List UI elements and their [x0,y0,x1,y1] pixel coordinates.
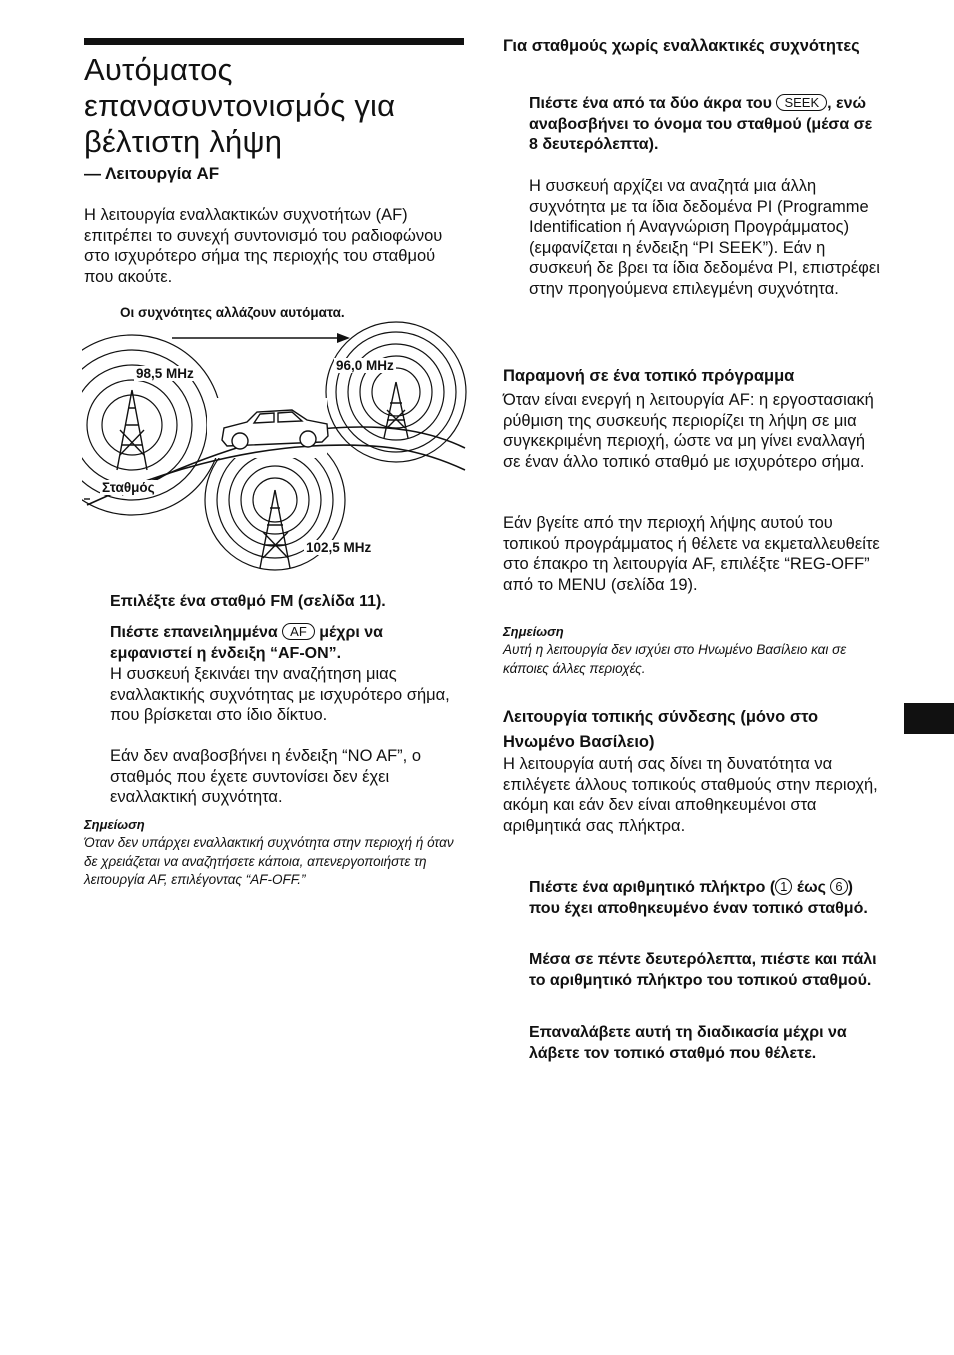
local-body: Όταν είναι ενεργή η λειτουργία AF: η εργοστασιακή ρύθμιση της συσκευής περιορίζει τη λήψη σε μια συγκεκριμένη περιοχή, ώστε να μη γίνει εναλλαγή σε έναν άλλο τοπικό σταθμό με ισχυρότερο σήμα. [503,391,874,471]
link-step-2: Μέσα σε πέντε δευτερόλεπτα, πιέστε και πάλι το αριθμητικό πλήκτρο του τοπικού σταθμού. [529,951,877,989]
left-step-2 [110,623,460,664]
link-step-1-text-b: έως [796,879,826,896]
left-step-1: Επιλέξτε ένα σταθμό FM (σελίδα 11). [110,593,386,610]
af-key: AF [282,623,315,640]
af-diagram [82,300,467,575]
no-af-step [529,94,879,156]
left-step-2-text-b: μέχρι να εμφανιστεί η ένδειξη “AF-ON”. [110,624,383,662]
freq-label-3: 102,5 MHz [306,540,372,555]
left-step-2-body: Η συσκευή ξεκινάει την αναζήτηση μιας εναλλακτικής συχνότητας με ισχυρότερο σήμα, που βρίσκεται στο ίδιο δίκτυο. [110,665,450,724]
key-6: 6 [830,878,847,895]
section-tab-marker [904,703,954,734]
left-note-heading: Σημείωση [84,817,145,832]
left-step-2-text-a: Πιέστε επανειλημμένα [110,624,278,641]
right-note-text: Αυτή η λειτουργία δεν ισχύει στο Ηνωμένο Βασίλειο και σε κάποιες άλλες περιοχές. [503,642,847,676]
page-title: Αυτόματος επανασυντονισμός για βέλτιστη λήψη [84,52,396,159]
key-1: 1 [775,878,792,895]
left-note-text: Όταν δεν υπάρχει εναλλακτική συχνότητα στην περιοχή ή όταν δε χρειάζεται να αναζητήσετε κάποια, απενεργοποιήστε τη λειτουργία AF, επιλέγοντας “AF-OFF.” [84,835,454,887]
link-step-3: Επαναλάβετε αυτή τη διαδικασία μέχρι να λάβετε τον τοπικό σταθμό που θέλετε. [529,1024,847,1062]
station-label: Σταθμός [102,480,155,495]
freq-label-1: 98,5 MHz [136,366,194,381]
left-step-2-body2: Εάν δεν αναβοσβήνει η ένδειξη “NO AF”, ο σταθμός που έχετε συντονίσει δεν έχει εναλλακτική συχνότητα. [110,747,422,806]
link-step-1 [529,878,884,919]
link-body: Η λειτουργία αυτή σας δίνει τη δυνατότητα να επιλέγετε άλλους τοπικούς σταθμούς στην περιοχή, ακόμη και εάν δεν είναι αποθηκευμένοι στα αριθμητικά σας πλήκτρα. [503,755,878,835]
local-body2: Εάν βγείτε από την περιοχή λήψης αυτού του τοπικού προγράμματος ή θέλετε να εκμεταλλευθείτε στο έπακρο τη λειτουργία AF, επιλέξτε “REG-OFF” από το MENU (σελίδα 19). [503,514,880,594]
freq-label-2: 96,0 MHz [336,358,394,373]
no-af-heading: Για σταθμούς χωρίς εναλλακτικές συχνότητες [503,37,860,55]
link-heading: Λειτουργία τοπικής σύνδεσης (μόνο στο Ηνωμένο Βασίλειο) [503,708,819,751]
right-note-heading: Σημείωση [503,624,564,639]
intro-paragraph: Η λειτουργία εναλλακτικών συχνοτήτων (AF) επιτρέπει το συνεχή συντονισμό του ραδιοφώνου στο ισχυρότερο σήμα της περιοχής του σταθμού που ακούτε. [84,206,443,286]
title-rule [84,38,464,45]
no-af-body: Η συσκευή αρχίζει να αναζητά μια άλλη συχνότητα με τα ίδια δεδομένα PI (Programme Identification ή Αναγνώριση Προγράμματος) (εμφανίζεται η ένδειξη “PI SEEK”). Εάν η συσκευή δε βρει τα ίδια δεδομένα PI, επιστρέφει στην προηγούμενα επιλεγμένη συχνότητα. [529,177,880,298]
local-heading: Παραμονή σε ένα τοπικό πρόγραμμα [503,367,795,385]
no-af-step-text-b: , ενώ αναβοσβήνει το όνομα του σταθμού (μέσα σε 8 δευτερόλεπτα). [529,95,873,153]
diagram-caption: Οι συχνότητες αλλάζουν αυτόματα. [120,305,345,320]
no-af-step-text-a: Πιέστε ένα από τα δύο άκρα του [529,95,772,112]
link-step-1-text-a: Πιέστε ένα αριθμητικό πλήκτρο ( [529,879,776,896]
seek-key: SEEK [776,94,827,111]
page-subtitle: — Λειτουργία AF [84,164,220,183]
af-diagram-illustration [82,300,467,575]
link-step-1-text-c: ) που έχει αποθηκευμένο έναν τοπικό σταθμό. [529,879,868,917]
